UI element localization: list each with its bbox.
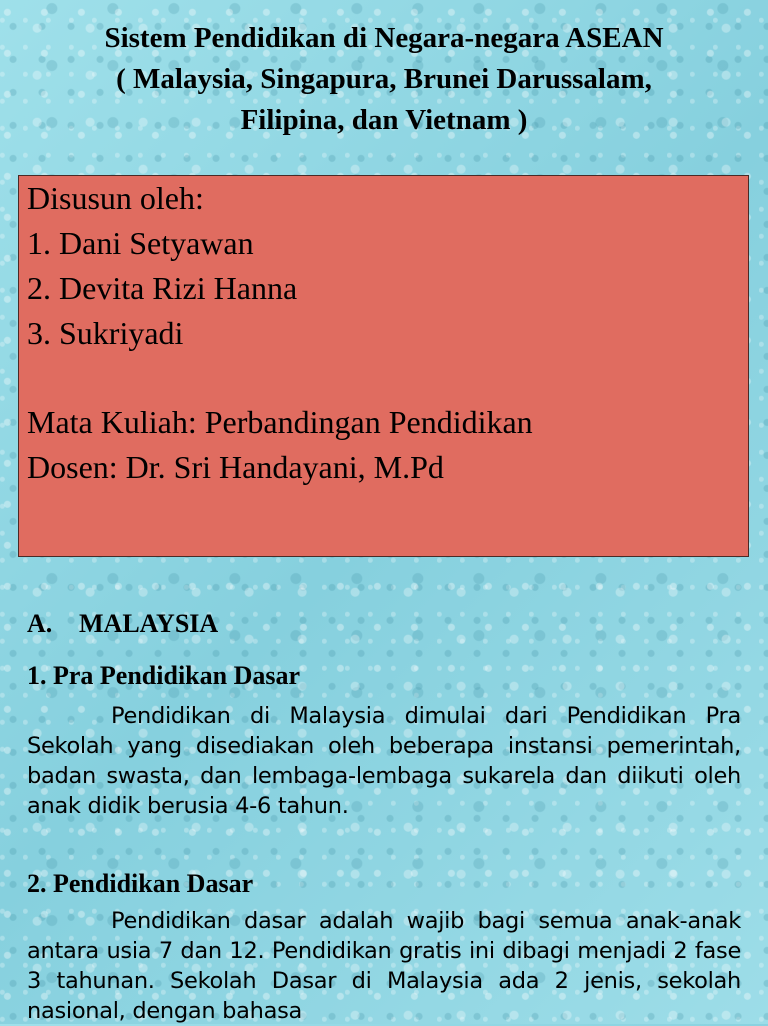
- course-name: Mata Kuliah: Perbandingan Pendidikan: [27, 404, 533, 440]
- paragraph-primary: Pendidikan dasar adalah wajib bagi semua anak-anak antara usia 7 dan 12. Pendidikan gratis ini dibagi menjadi 2 fase 3 tahunan. Sekolah Dasar di Malaysia ada 2 jenis, sekolah nasional, dengan bahasa: [27, 908, 741, 1024]
- title-line-2: ( Malaysia, Singapura, Brunei Darussalam,: [116, 63, 652, 95]
- author-3: 3. Sukriyadi: [27, 315, 184, 351]
- section-letter: A.: [27, 609, 53, 638]
- title-line-1: Sistem Pendidikan di Negara-negara ASEAN: [104, 22, 664, 54]
- author-2: 2. Devita Rizi Hanna: [27, 270, 298, 306]
- document-title: [20, 18, 748, 141]
- subsection-heading-pre-primary: 1. Pra Pendidikan Dasar: [27, 661, 301, 690]
- section-heading-malaysia: [27, 606, 218, 642]
- title-line-3: Filipina, dan Vietnam ): [240, 104, 528, 136]
- subsection-heading-primary: 2. Pendidikan Dasar: [27, 869, 254, 898]
- section-name: MALAYSIA: [79, 609, 219, 638]
- author-info-box: [18, 175, 749, 557]
- compiled-by-label: Disusun oleh:: [27, 180, 204, 216]
- spacer: [27, 356, 740, 400]
- author-1: 1. Dani Setyawan: [27, 225, 254, 261]
- lecturer-name: Dosen: Dr. Sri Handayani, M.Pd: [27, 449, 444, 485]
- paragraph-pre-primary: Pendidikan di Malaysia dimulai dari Pendidikan Pra Sekolah yang disediakan oleh beberapa instansi pemerintah, badan swasta, dan lembaga-lembaga sukarela dan diikuti oleh anak didik berusia 4-6 tahun.: [27, 703, 741, 819]
